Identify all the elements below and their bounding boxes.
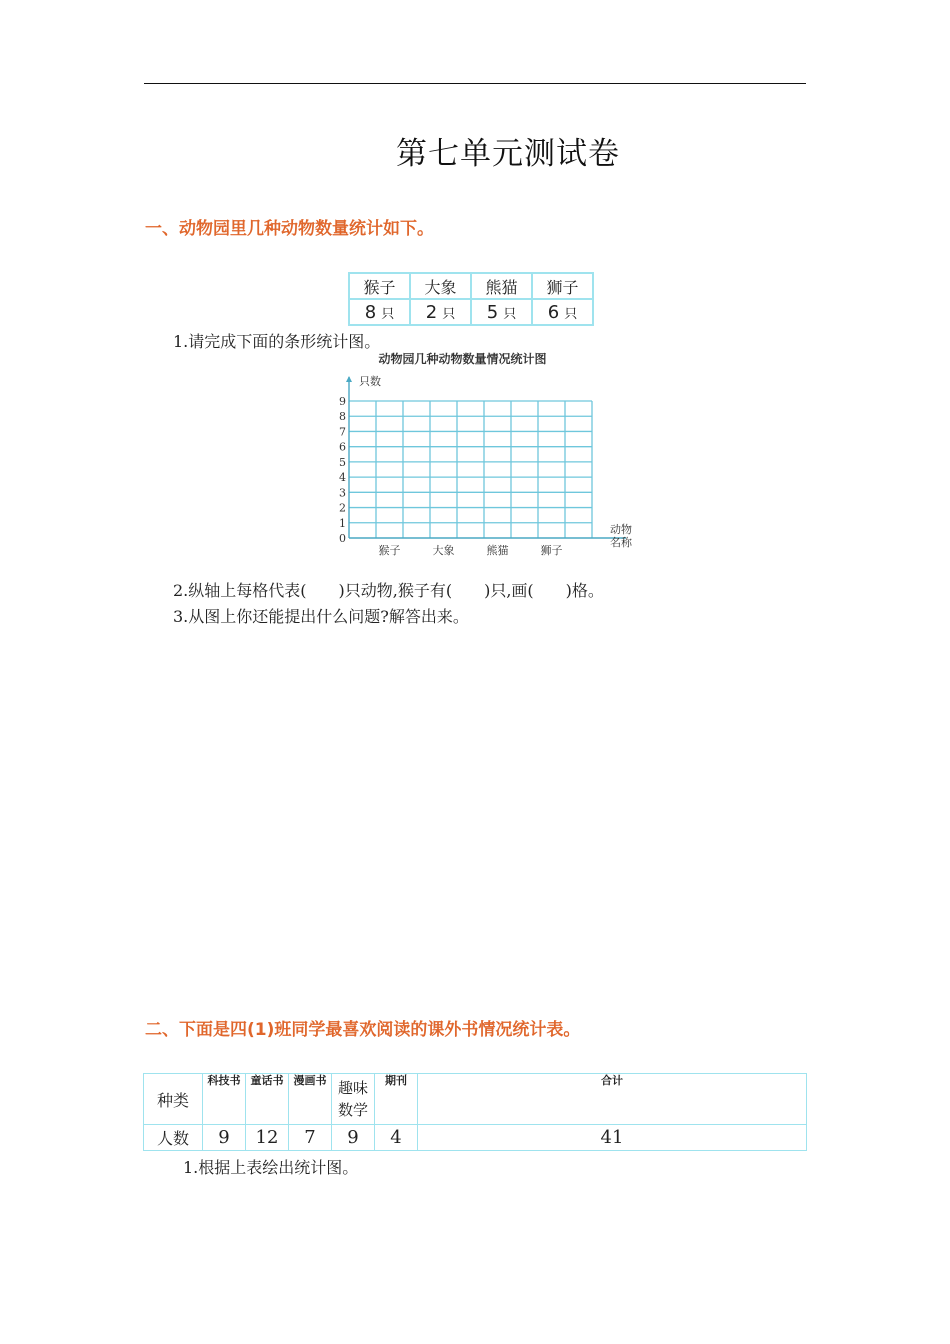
- chart-axes: [346, 376, 626, 538]
- animal-count-cell: [532, 299, 593, 325]
- x-category-label: 大象: [432, 544, 455, 557]
- count-unit: 只: [381, 306, 395, 322]
- col-header-qikan: 期刊: [375, 1074, 418, 1125]
- value-keji: 9: [203, 1125, 246, 1151]
- section-2-heading: 二、下面是四(1)班同学最喜欢阅读的课外书情况统计表。: [145, 1020, 581, 1040]
- animal-count-cell: [471, 299, 532, 325]
- section-1-heading: 一、动物园里几种动物数量统计如下。: [145, 219, 434, 239]
- count-unit: 只: [442, 306, 456, 322]
- row-header-kind: 种类: [144, 1074, 203, 1125]
- animal-name-cell: 大象: [410, 273, 471, 299]
- y-axis-label: 只数: [359, 375, 381, 388]
- question-1-1: 1.请完成下面的条形统计图。: [173, 332, 381, 351]
- y-tick-label: 0: [339, 532, 346, 545]
- x-axis-label-line2: 名称: [610, 536, 632, 549]
- count-value: 6: [547, 301, 560, 323]
- count-unit: 只: [503, 306, 517, 322]
- y-tick-label: 6: [339, 440, 346, 454]
- bar-chart: [330, 368, 650, 560]
- value-quwei: 9: [332, 1125, 375, 1151]
- count-unit: 只: [564, 306, 578, 322]
- y-tick-label: 9: [339, 395, 346, 408]
- table-row: [144, 1125, 807, 1151]
- animal-count-cell: [349, 299, 410, 325]
- y-tick-label: 7: [339, 425, 346, 439]
- count-value: 8: [364, 301, 377, 323]
- animal-name-cell: 猴子: [349, 273, 410, 299]
- x-category-label: 狮子: [540, 544, 563, 557]
- col-header-quwei-line1: 趣味: [337, 1079, 368, 1097]
- value-tonghua: 12: [246, 1125, 289, 1151]
- y-tick-label: 2: [339, 501, 346, 515]
- table-row: [349, 273, 593, 299]
- count-value: 5: [486, 301, 499, 323]
- x-category-label: 熊猫: [486, 544, 509, 557]
- chart-grid: [349, 401, 592, 538]
- x-axis-label-line1: 动物: [610, 523, 632, 536]
- y-tick-label: 3: [339, 486, 346, 500]
- table-row: [349, 299, 593, 325]
- y-tick-label: 4: [339, 471, 346, 485]
- col-header-quwei-line2: 数学: [337, 1101, 368, 1119]
- x-category-label: 猴子: [378, 544, 401, 557]
- y-tick-label: 5: [339, 455, 346, 469]
- row-header-count: 人数: [144, 1125, 203, 1151]
- animal-name-cell: 熊猫: [471, 273, 532, 299]
- value-manhua: 7: [289, 1125, 332, 1151]
- chart-title: 动物园几种动物数量情况统计图: [378, 352, 547, 366]
- value-qikan: 4: [375, 1125, 418, 1151]
- question-1-3: 3.从图上你还能提出什么问题?解答出来。: [173, 607, 469, 626]
- y-tick-label: 1: [339, 516, 346, 530]
- animal-count-table: [348, 272, 594, 326]
- top-rule: [144, 83, 806, 84]
- value-heji: 41: [418, 1125, 807, 1151]
- question-1-2: 2.纵轴上每格代表( )只动物,猴子有( )只,画( )格。: [173, 581, 604, 600]
- y-axis-arrow-icon: [346, 376, 352, 382]
- col-header-heji: 合计: [418, 1074, 807, 1125]
- col-header-quwei: [332, 1074, 375, 1125]
- question-2-1: 1.根据上表绘出统计图。: [183, 1158, 359, 1177]
- count-value: 2: [425, 301, 438, 323]
- y-tick-label: 8: [339, 410, 346, 424]
- col-header-tonghua: 童话书: [246, 1074, 289, 1125]
- page-title: 第七单元测试卷: [396, 136, 620, 172]
- col-header-manhua: 漫画书: [289, 1074, 332, 1125]
- animal-count-cell: [410, 299, 471, 325]
- book-survey-table: [143, 1073, 807, 1151]
- col-header-keji: 科技书: [203, 1074, 246, 1125]
- animal-name-cell: 狮子: [532, 273, 593, 299]
- table-row: [144, 1074, 807, 1125]
